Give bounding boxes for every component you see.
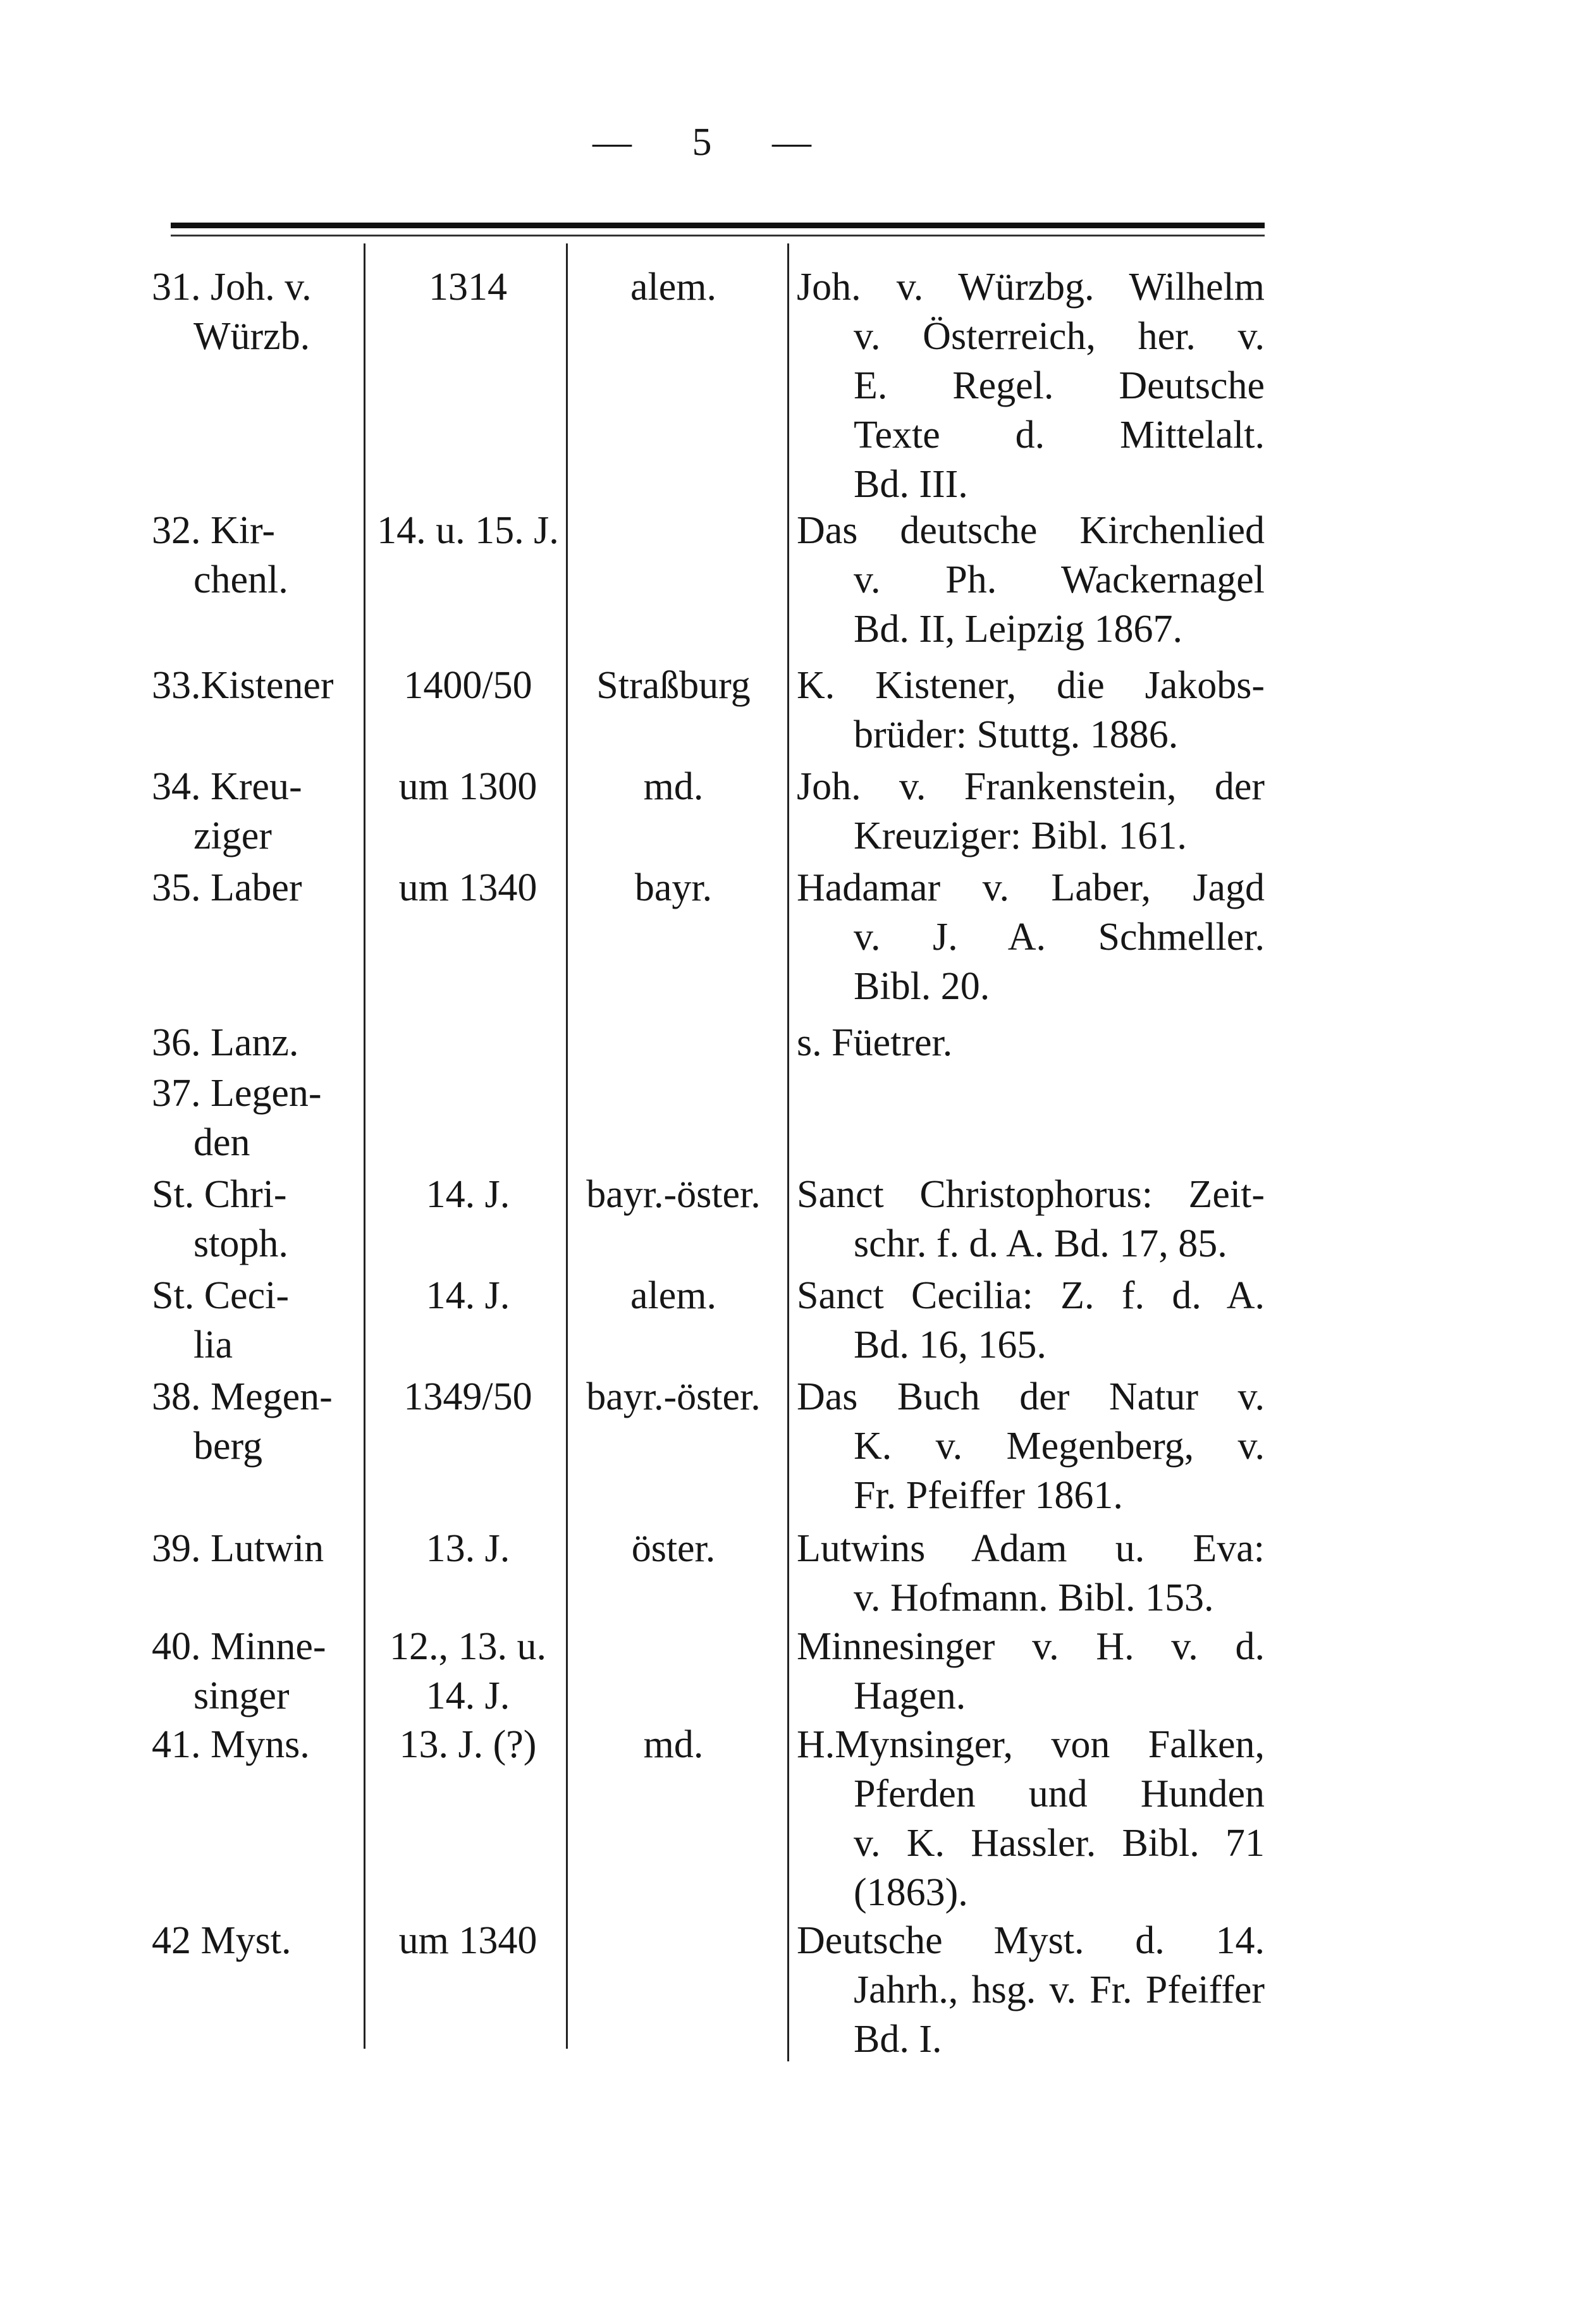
entry-date	[370, 1271, 566, 1320]
entry-dialect	[572, 762, 775, 811]
header-rule-thick	[171, 223, 1265, 228]
entry-date-line: 14. J.	[426, 1674, 510, 1717]
entry-dialect-line: bayr.-öster.	[586, 1375, 761, 1418]
entry-name	[152, 1720, 360, 1769]
entry-source	[797, 1622, 1265, 1721]
entry-date-line: 12., 13. u.	[390, 1625, 546, 1668]
entry-source	[797, 1720, 1265, 1917]
entry-date-line: 14. u. 15. J.	[377, 509, 559, 552]
entry-date-line: 14. J.	[426, 1173, 510, 1216]
entry-source-line: Deutsche Myst. d. 14.	[797, 1919, 1265, 1962]
entry-date	[370, 1170, 566, 1219]
entry-source-line: Bd. 16, 165.	[854, 1323, 1047, 1366]
entry-name-line: 32. Kir-	[152, 509, 276, 552]
entry-name	[152, 863, 360, 912]
entry-date-line: um 1340	[398, 1919, 537, 1962]
entry-source-line: schr. f. d. A. Bd. 17, 85.	[854, 1222, 1227, 1265]
entry-date-line: um 1340	[398, 866, 537, 909]
entry-dialect-line: md.	[643, 1723, 704, 1766]
entry-source	[797, 1018, 1265, 1067]
entry-source-line: v. J. A. Schmeller.	[854, 916, 1265, 959]
entry-date	[370, 1524, 566, 1573]
entry-source-line: v. K. Hassler. Bibl. 71	[854, 1822, 1265, 1865]
entry-name-line: 31. Joh. v.	[152, 266, 312, 309]
entry-source-line: (1863).	[854, 1871, 968, 1914]
entry-source-line: Bibl. 20.	[854, 965, 990, 1008]
entry-date	[370, 1720, 566, 1769]
entry-date	[370, 506, 566, 555]
entry-source	[797, 1524, 1265, 1623]
entry-source-line: Pferden und Hunden	[854, 1772, 1265, 1815]
entry-date-line: 13. J. (?)	[399, 1723, 537, 1766]
entry-source-line: H.Mynsinger, von Falken,	[797, 1723, 1265, 1766]
entry-source-line: Hagen.	[854, 1674, 966, 1717]
entry-source-line: Lutwins Adam u. Eva:	[797, 1527, 1265, 1570]
entry-source-line: Sanct Cecilia: Z. f. d. A.	[797, 1274, 1265, 1317]
entry-name	[152, 1018, 360, 1067]
entry-name-line: 40. Minne-	[152, 1625, 326, 1668]
entry-source-line: Minnesinger v. H. v. d.	[797, 1625, 1265, 1668]
entry-source-line: s. Füetrer.	[797, 1021, 953, 1064]
entry-name-line: chenl.	[193, 558, 288, 601]
entry-name	[152, 1271, 360, 1370]
entry-source-line: Joh. v. Würzbg. Wilhelm	[797, 266, 1265, 309]
entry-dialect	[572, 863, 775, 912]
entry-date-line: 13. J.	[426, 1527, 510, 1570]
entry-date-line: 1314	[429, 266, 507, 309]
entry-dialect-line: alem.	[630, 266, 716, 309]
entry-dialect	[572, 1271, 775, 1320]
entry-source-line: K. Kistener, die Jakobs-	[797, 664, 1265, 707]
entry-source	[797, 1170, 1265, 1268]
entry-source-line: Bd. II, Leipzig 1867.	[854, 608, 1183, 651]
entry-source	[797, 1271, 1265, 1370]
entry-source-line: Bd. I.	[854, 2018, 942, 2061]
entry-source-line: v. Ph. Wackernagel	[854, 558, 1265, 601]
entry-name	[152, 506, 360, 605]
entry-date-line: 1400/50	[403, 664, 532, 707]
entry-dialect	[572, 1372, 775, 1421]
column-divider-1	[364, 243, 365, 2049]
entry-date	[370, 262, 566, 312]
entry-source-line: Das deutsche Kirchenlied	[797, 509, 1265, 552]
entry-date	[370, 762, 566, 811]
entry-date-line: um 1300	[398, 765, 537, 808]
entry-source	[797, 1916, 1265, 2064]
entry-source	[797, 863, 1265, 1011]
entry-name	[152, 1916, 360, 1965]
entry-source-line: Hadamar v. Laber, Jagd	[797, 866, 1265, 909]
entry-dialect	[572, 1524, 775, 1573]
entry-source	[797, 506, 1265, 654]
entry-dialect-line: alem.	[630, 1274, 716, 1317]
entry-source-line: Bd. III.	[854, 463, 968, 506]
entry-dialect-line: bayr.	[634, 866, 713, 909]
entry-name	[152, 762, 360, 861]
entry-source	[797, 762, 1265, 861]
entry-name-line: lia	[193, 1323, 233, 1366]
entry-name-line: 41. Myns.	[152, 1723, 310, 1766]
entry-source-line: v. Hofmann. Bibl. 153.	[854, 1576, 1214, 1619]
entry-date	[370, 661, 566, 710]
entry-name-line: 42 Myst.	[152, 1919, 292, 1962]
entry-date	[370, 1916, 566, 1965]
entry-source	[797, 262, 1265, 509]
entry-name-line: St. Ceci-	[152, 1274, 289, 1317]
entry-date	[370, 1622, 566, 1721]
entry-dialect-line: bayr.-öster.	[586, 1173, 761, 1216]
entry-name	[152, 1170, 360, 1268]
entry-source	[797, 1372, 1265, 1520]
entry-name-line: ziger	[193, 814, 272, 857]
entry-name	[152, 661, 360, 710]
entry-name-line: St. Chri-	[152, 1173, 287, 1216]
entry-name-line: stoph.	[193, 1222, 288, 1265]
entry-dialect	[572, 1720, 775, 1769]
entry-date-line: 1349/50	[403, 1375, 532, 1418]
column-divider-2	[566, 243, 568, 2049]
entry-name-line: 35. Laber	[152, 866, 302, 909]
entry-source-line: v. Österreich, her. v.	[854, 315, 1265, 358]
entry-name-line: 36. Lanz.	[152, 1021, 299, 1064]
entry-name	[152, 1069, 360, 1167]
entry-name	[152, 1372, 360, 1471]
entry-dialect	[572, 1170, 775, 1219]
entry-date	[370, 1372, 566, 1421]
entry-dialect-line: md.	[643, 765, 704, 808]
entry-name-line: den	[193, 1121, 250, 1164]
entry-source-line: Texte d. Mittelalt.	[854, 414, 1265, 457]
entry-source-line: K. v. Megenberg, v.	[854, 1425, 1265, 1468]
entry-dialect	[572, 661, 775, 710]
entry-source-line: Kreuziger: Bibl. 161.	[854, 814, 1187, 857]
entry-name-line: 34. Kreu-	[152, 765, 302, 808]
entry-name-line: singer	[193, 1674, 290, 1717]
column-divider-3	[787, 243, 789, 2061]
entry-source-line: Fr. Pfeiffer 1861.	[854, 1474, 1123, 1517]
entry-name	[152, 1524, 360, 1573]
entry-dialect-line: Straßburg	[596, 664, 751, 707]
entry-date	[370, 863, 566, 912]
entry-name-line: 38. Megen-	[152, 1375, 333, 1418]
entry-source-line: Sanct Christophorus: Zeit-	[797, 1173, 1265, 1216]
entry-dialect	[572, 262, 775, 312]
entry-name	[152, 1622, 360, 1721]
entry-source-line: Jahrh., hsg. v. Fr. Pfeiffer	[854, 1968, 1265, 2011]
entry-source	[797, 661, 1265, 759]
entry-name-line: 37. Legen-	[152, 1072, 322, 1115]
entry-name-line: 33.Kistener	[152, 664, 334, 707]
entry-source-line: Joh. v. Frankenstein, der	[797, 765, 1265, 808]
entry-source-line: Das Buch der Natur v.	[797, 1375, 1265, 1418]
entry-source-line: E. Regel. Deutsche	[854, 364, 1265, 407]
header-rule-thin	[171, 235, 1265, 236]
entry-name-line: 39. Lutwin	[152, 1527, 324, 1570]
entry-source-line: brüder: Stuttg. 1886.	[854, 713, 1179, 756]
page-number: — 5 —	[592, 121, 837, 164]
entry-date-line: 14. J.	[426, 1274, 510, 1317]
entry-name-line: berg	[193, 1425, 263, 1468]
entry-name-line: Würzb.	[193, 315, 310, 358]
entry-name	[152, 262, 360, 361]
entry-dialect-line: öster.	[631, 1527, 716, 1570]
